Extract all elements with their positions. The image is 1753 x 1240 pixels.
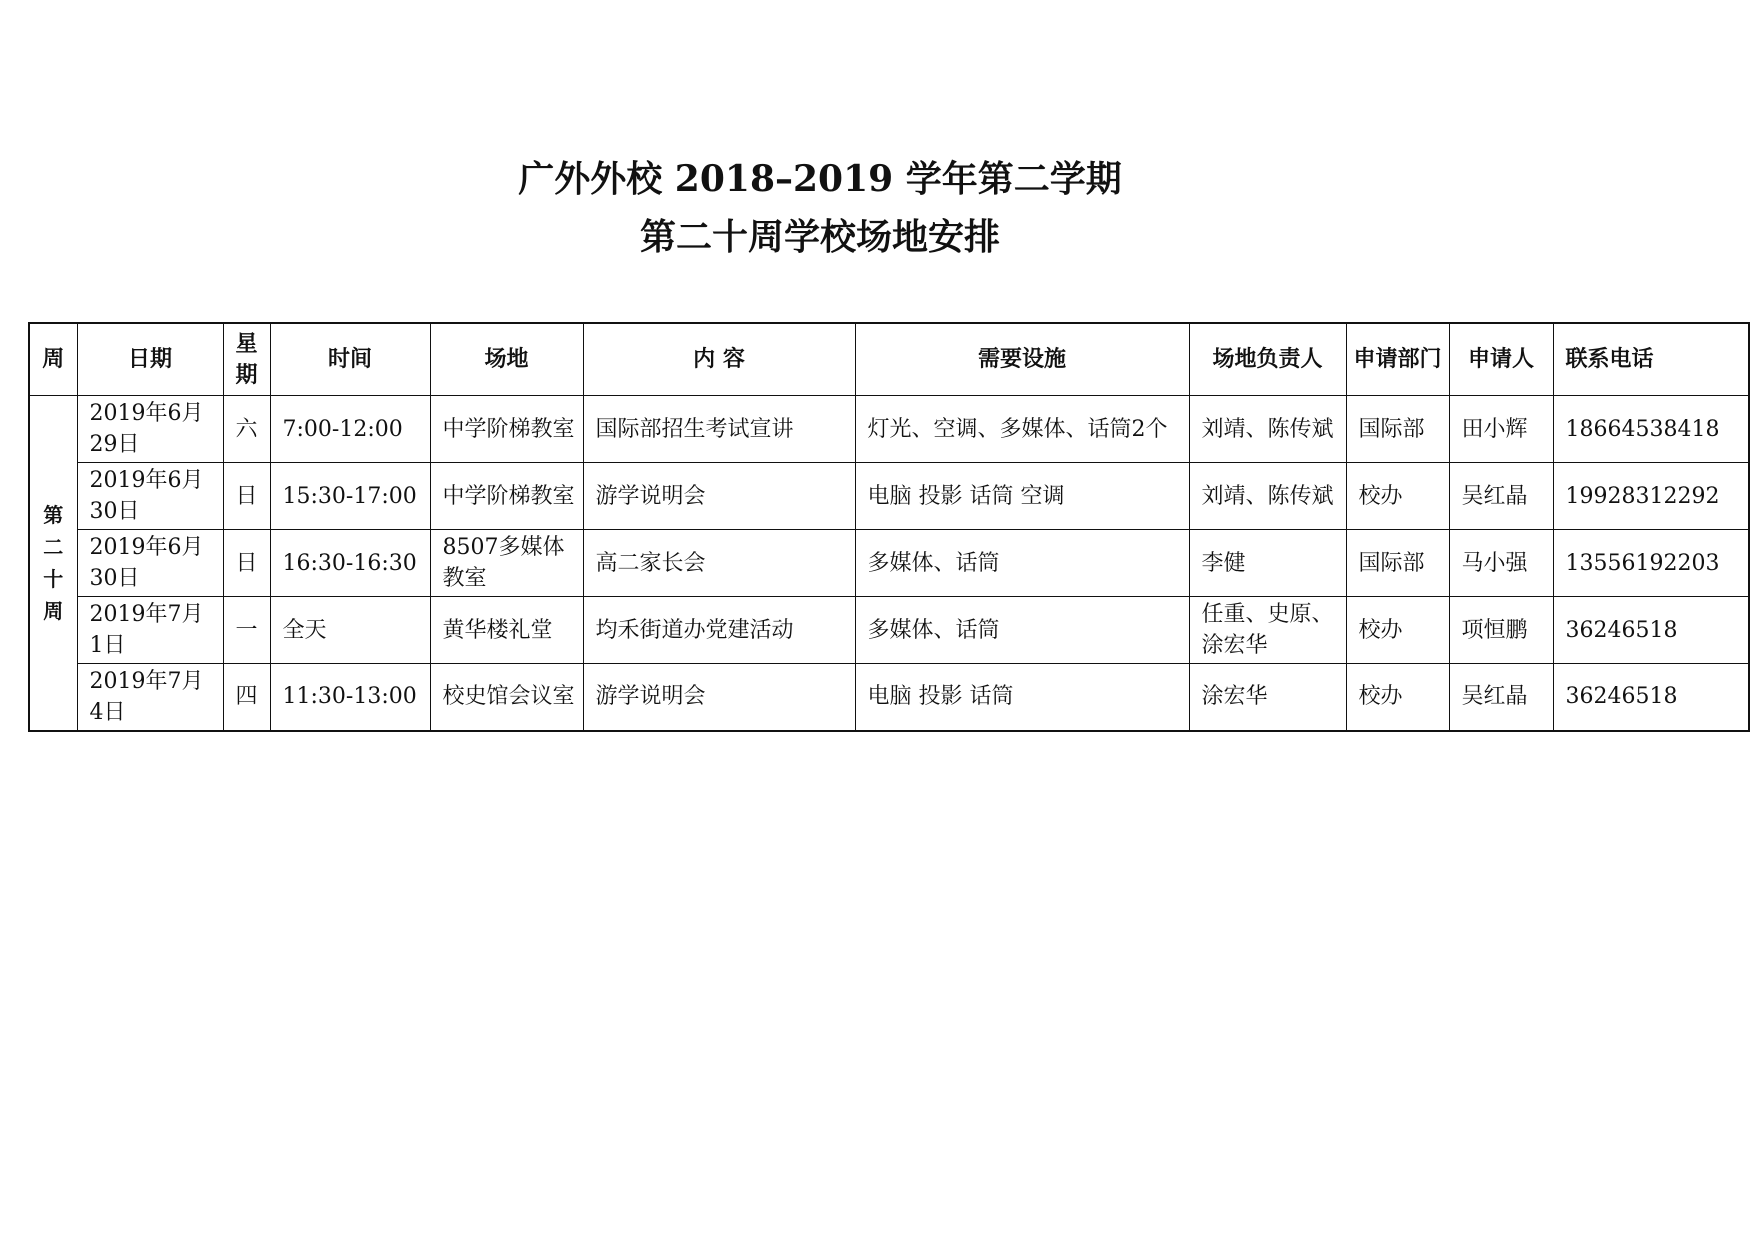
- header-applicant: 申请人: [1449, 323, 1553, 396]
- content-cell: 游学说明会: [583, 664, 855, 731]
- dept-cell: 国际部: [1346, 396, 1449, 463]
- weekday-cell: 六: [223, 396, 270, 463]
- content-cell: 游学说明会: [583, 463, 855, 530]
- venue-cell: 中学阶梯教室: [430, 396, 583, 463]
- header-week: 周: [29, 323, 77, 396]
- venue-cell: 8507多媒体教室: [430, 530, 583, 597]
- venue-cell: 中学阶梯教室: [430, 463, 583, 530]
- time-cell: 15:30-17:00: [270, 463, 430, 530]
- header-manager: 场地负责人: [1189, 323, 1346, 396]
- facilities-cell: 电脑 投影 话筒: [855, 664, 1189, 731]
- facilities-cell: 灯光、空调、多媒体、话筒2个: [855, 396, 1189, 463]
- schedule-table: [28, 322, 1750, 732]
- week-label-char: 二: [43, 534, 64, 559]
- facilities-cell: 多媒体、话筒: [855, 597, 1189, 664]
- applicant-cell: 项恒鹏: [1449, 597, 1553, 664]
- venue-cell: 黄华楼礼堂: [430, 597, 583, 664]
- dept-cell: 国际部: [1346, 530, 1449, 597]
- week-label-char: 第: [43, 502, 64, 527]
- phone-cell: 19928312292: [1553, 463, 1749, 530]
- manager-cell: 涂宏华: [1189, 664, 1346, 731]
- weekday-cell: 四: [223, 664, 270, 731]
- dept-cell: 校办: [1346, 664, 1449, 731]
- date-cell: 2019年6月30日: [77, 530, 223, 597]
- weekday-cell: 日: [223, 530, 270, 597]
- table-row: [29, 664, 1749, 731]
- header-content: 内 容: [583, 323, 855, 396]
- facilities-cell: 多媒体、话筒: [855, 530, 1189, 597]
- week-label-cell: [29, 396, 77, 731]
- applicant-cell: 马小强: [1449, 530, 1553, 597]
- applicant-cell: 吴红晶: [1449, 664, 1553, 731]
- time-cell: 7:00-12:00: [270, 396, 430, 463]
- date-cell: 2019年7月4日: [77, 664, 223, 731]
- applicant-cell: 吴红晶: [1449, 463, 1553, 530]
- venue-cell: 校史馆会议室: [430, 664, 583, 731]
- header-phone: 联系电话: [1553, 323, 1749, 396]
- table-row: [29, 597, 1749, 664]
- weekday-cell: 一: [223, 597, 270, 664]
- manager-cell: 刘靖、陈传斌: [1189, 463, 1346, 530]
- date-cell: 2019年6月30日: [77, 463, 223, 530]
- table-row: [29, 396, 1749, 463]
- content-cell: 高二家长会: [583, 530, 855, 597]
- header-venue: 场地: [430, 323, 583, 396]
- table-row: [29, 463, 1749, 530]
- phone-cell: 18664538418: [1553, 396, 1749, 463]
- document-title: [0, 150, 1640, 266]
- weekday-cell: 日: [223, 463, 270, 530]
- dept-cell: 校办: [1346, 597, 1449, 664]
- week-label-char: 十: [43, 566, 64, 591]
- time-cell: 16:30-16:30: [270, 530, 430, 597]
- manager-cell: 任重、史原、涂宏华: [1189, 597, 1346, 664]
- header-time: 时间: [270, 323, 430, 396]
- header-dept: 申请部门: [1346, 323, 1449, 396]
- manager-cell: 刘靖、陈传斌: [1189, 396, 1346, 463]
- dept-cell: 校办: [1346, 463, 1449, 530]
- phone-cell: 36246518: [1553, 664, 1749, 731]
- time-cell: 全天: [270, 597, 430, 664]
- table-row: [29, 530, 1749, 597]
- manager-cell: 李健: [1189, 530, 1346, 597]
- header-facilities: 需要设施: [855, 323, 1189, 396]
- header-row: [29, 323, 1749, 396]
- date-cell: 2019年7月1日: [77, 597, 223, 664]
- header-weekday: 星期: [223, 323, 270, 396]
- phone-cell: 13556192203: [1553, 530, 1749, 597]
- content-cell: 均禾街道办党建活动: [583, 597, 855, 664]
- facilities-cell: 电脑 投影 话筒 空调: [855, 463, 1189, 530]
- date-cell: 2019年6月29日: [77, 396, 223, 463]
- time-cell: 11:30-13:00: [270, 664, 430, 731]
- week-label-char: 周: [43, 598, 64, 623]
- content-cell: 国际部招生考试宣讲: [583, 396, 855, 463]
- title-line-2: 第二十周学校场地安排: [639, 216, 1000, 258]
- title-line-1: 广外外校 2018–2019 学年第二学期: [518, 158, 1122, 200]
- applicant-cell: 田小辉: [1449, 396, 1553, 463]
- phone-cell: 36246518: [1553, 597, 1749, 664]
- header-date: 日期: [77, 323, 223, 396]
